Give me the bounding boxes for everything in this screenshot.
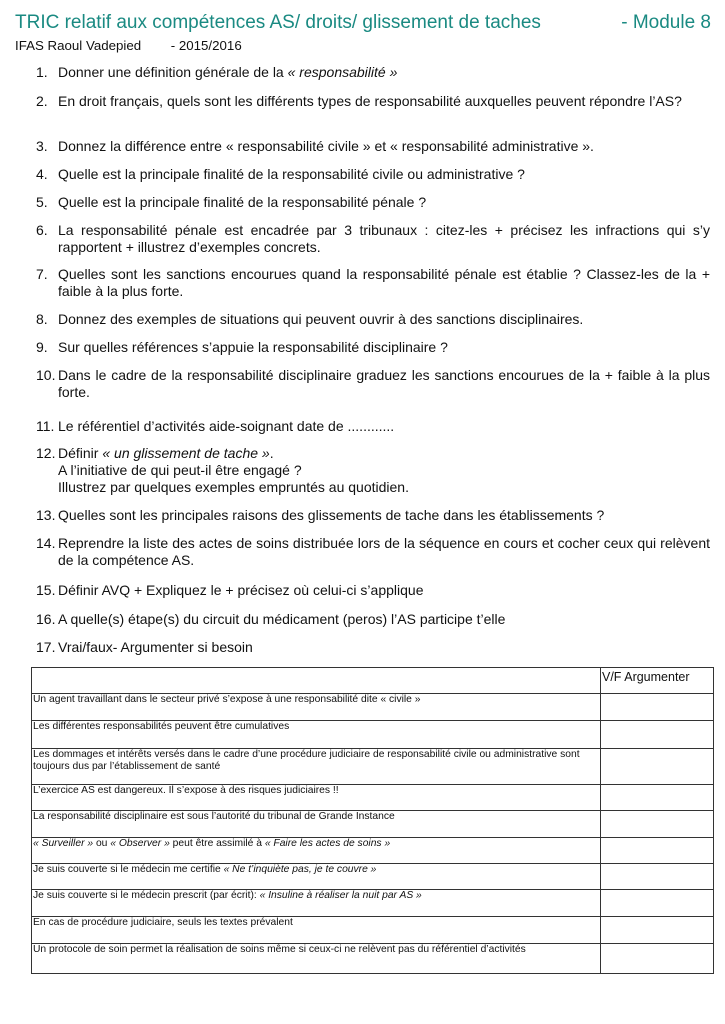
question-item	[36, 582, 710, 599]
question-item	[36, 222, 710, 256]
question-item	[36, 339, 710, 356]
italic-phrase: « responsabilité »	[287, 64, 398, 80]
institution: IFAS Raoul Vadepied	[15, 38, 142, 53]
question-number: 16.	[36, 611, 56, 627]
answer-header: V/F Argumenter	[601, 668, 714, 694]
question-text: A quelle(s) étape(s) du circuit du médicament (peros) l’AS participe t’elle	[58, 611, 506, 627]
table-row	[32, 811, 714, 838]
question-item	[36, 64, 710, 81]
school-year: - 2015/2016	[170, 38, 242, 53]
statement-cell: En cas de procédure judiciaire, seuls les textes prévalent	[32, 917, 601, 944]
question-number: 6.	[36, 222, 48, 238]
italic-phrase: « Insuline à réaliser la nuit par AS »	[259, 890, 422, 901]
question-text: Quelles sont les sanctions encourues quand la responsabilité pénale est établie ? Classez-les de la + faible à la plus forte.	[58, 266, 710, 299]
answer-cell[interactable]	[601, 838, 714, 864]
question-text: Quelle est la principale finalité de la responsabilité pénale ?	[58, 194, 427, 210]
question-number: 5.	[36, 194, 48, 210]
table-row	[32, 944, 714, 974]
document-module: - Module 8	[621, 12, 711, 33]
question-item	[36, 166, 710, 183]
italic-phrase: « un glissement de tache »	[102, 445, 270, 461]
table-row	[32, 785, 714, 811]
question-text: Quelles sont les principales raisons des glissements de tache dans les établissements ?	[58, 507, 605, 523]
statement-header	[32, 668, 601, 694]
italic-phrase: « Surveiller »	[33, 838, 94, 849]
question-text: Définir AVQ + Expliquez le + précisez où celui-ci s’applique	[58, 582, 424, 598]
answer-cell[interactable]	[601, 864, 714, 890]
table-row	[32, 864, 714, 890]
question-number: 14.	[36, 535, 56, 551]
statement-cell: Un agent travaillant dans le secteur privé s’expose à une responsabilité dite « civile »	[32, 694, 601, 721]
question-text: La responsabilité pénale est encadrée par 3 tribunaux : citez-les + précisez les infractions qui s’y rapportent + illustrez d’exemples concrets.	[58, 222, 710, 255]
question-item	[36, 507, 710, 524]
question-text: Donner une définition générale de la « responsabilité »	[58, 64, 398, 80]
question-text: Sur quelles références s’appuie la responsabilité disciplinaire ?	[58, 339, 448, 355]
question-number: 1.	[36, 64, 48, 80]
question-number: 13.	[36, 507, 56, 523]
statement-cell: Je suis couverte si le médecin me certifie « Ne t’inquiète pas, je te couvre »	[32, 864, 601, 890]
question-number: 7.	[36, 266, 48, 282]
question-text: Définir « un glissement de tache ». A l’initiative de qui peut-il être engagé ? Illustrez par quelques exemples empruntés au quotidien.	[58, 445, 409, 495]
question-number: 12.	[36, 445, 56, 461]
question-item	[36, 93, 710, 110]
question-item	[36, 311, 710, 328]
question-item	[36, 639, 710, 656]
question-number: 4.	[36, 166, 48, 182]
statement-cell: Un protocole de soin permet la réalisation de soins même si ceux-ci ne relèvent pas du référentiel d’activités	[32, 944, 601, 974]
question-number: 9.	[36, 339, 48, 355]
question-number: 2.	[36, 93, 48, 109]
question-text: En droit français, quels sont les différents types de responsabilité auxquelles peuvent répondre l’AS?	[58, 93, 682, 109]
question-text: Le référentiel d’activités aide-soignant date de ............	[58, 418, 395, 434]
question-text: Donnez des exemples de situations qui peuvent ouvrir à des sanctions disciplinaires.	[58, 311, 584, 327]
question-item	[36, 418, 710, 435]
statement-cell: Je suis couverte si le médecin prescrit (par écrit): « Insuline à réaliser la nuit par AS »	[32, 890, 601, 917]
question-number: 8.	[36, 311, 48, 327]
question-number: 15.	[36, 582, 56, 598]
question-item	[36, 611, 710, 628]
question-text: Dans le cadre de la responsabilité disciplinaire graduez les sanctions encourues de la + faible à la plus forte.	[58, 367, 710, 400]
question-number: 10.	[36, 367, 56, 383]
answer-cell[interactable]	[601, 721, 714, 749]
italic-phrase: « Ne t’inquiète pas, je te couvre »	[223, 864, 377, 875]
answer-cell[interactable]	[601, 785, 714, 811]
answer-cell[interactable]	[601, 917, 714, 944]
question-number: 17.	[36, 639, 56, 655]
question-number: 11.	[36, 418, 55, 434]
table-row	[32, 917, 714, 944]
statement-cell: La responsabilité disciplinaire est sous l’autorité du tribunal de Grande Instance	[32, 811, 601, 838]
question-item	[36, 445, 710, 496]
statement-cell: Les différentes responsabilités peuvent être cumulatives	[32, 721, 601, 749]
question-item	[36, 367, 710, 401]
true-false-table	[31, 667, 714, 974]
document-subtitle	[15, 38, 242, 53]
question-text: Reprendre la liste des actes de soins distribuée lors de la séquence en cours et cocher ceux qui relèvent de la compétence AS.	[58, 535, 710, 568]
table-row	[32, 721, 714, 749]
document-title: TRIC relatif aux compétences AS/ droits/ glissement de taches	[15, 12, 541, 33]
question-item	[36, 138, 710, 155]
table-header-row	[32, 668, 714, 694]
question-item	[36, 194, 710, 211]
question-number: 3.	[36, 138, 48, 154]
answer-cell[interactable]	[601, 749, 714, 785]
question-item	[36, 266, 710, 300]
table-row	[32, 890, 714, 917]
table-row	[32, 694, 714, 721]
question-text: Vrai/faux- Argumenter si besoin	[58, 639, 253, 655]
answer-cell[interactable]	[601, 890, 714, 917]
statement-cell: Les dommages et intérêts versés dans le cadre d’une procédure judiciaire de responsabilité civile ou administrative sont toujours dus par l’établissement de santé	[32, 749, 601, 785]
table-row	[32, 838, 714, 864]
answer-cell[interactable]	[601, 944, 714, 974]
answer-cell[interactable]	[601, 694, 714, 721]
question-text: Donnez la différence entre « responsabilité civile » et « responsabilité administrative ».	[58, 138, 594, 154]
italic-phrase: « Observer »	[110, 838, 170, 849]
statement-cell: « Surveiller » ou « Observer » peut être assimilé à « Faire les actes de soins »	[32, 838, 601, 864]
answer-cell[interactable]	[601, 811, 714, 838]
question-item	[36, 535, 710, 569]
statement-cell: L’exercice AS est dangereux. Il s’expose à des risques judiciaires !!	[32, 785, 601, 811]
question-text: Quelle est la principale finalité de la responsabilité civile ou administrative ?	[58, 166, 525, 182]
italic-phrase: « Faire les actes de soins »	[264, 838, 391, 849]
table-row	[32, 749, 714, 785]
